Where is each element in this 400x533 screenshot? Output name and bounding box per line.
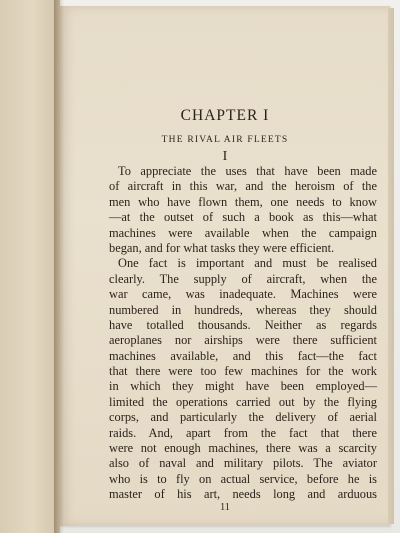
text-line: corps, and particularly the delivery of aerial — [109, 410, 377, 425]
text-line: men who have flown them, one needs to know — [109, 194, 377, 209]
text-line: were not enough machines, there was a scarcity — [109, 441, 377, 456]
text-line: that there were too few machines for the work — [109, 364, 377, 379]
text-line: limited the operations carried out by the flying — [109, 394, 377, 409]
page-number: 11 — [219, 502, 231, 513]
text-line: numbered in hundreds, whereas they should — [109, 302, 377, 317]
page-edge — [388, 8, 394, 524]
body-text — [109, 164, 377, 503]
section-numeral: I — [222, 149, 228, 164]
text-line: machines available, and this fact—the fact — [109, 348, 377, 363]
text-line: have totalled thousands. Neither as regards — [109, 317, 377, 332]
text-line: aeroplanes nor airships were there sufficient — [109, 333, 377, 348]
chapter-subtitle: THE RIVAL AIR FLEETS — [161, 135, 289, 145]
text-line: To appreciate the uses that have been made — [118, 164, 377, 178]
text-line: in which they might have been employed— — [109, 379, 377, 394]
text-line: of aircraft in this war, and the heroism of the — [109, 179, 377, 194]
chapter-heading: CHAPTER I — [180, 107, 270, 124]
text-line: One fact is important and must be realised — [118, 256, 377, 271]
text-line: clearly. The supply of aircraft, when the — [109, 271, 377, 286]
text-line: war came, was inadequate. Machines were — [109, 287, 377, 302]
text-line: raids. And, apart from the fact that there — [109, 425, 377, 440]
left-page — [0, 0, 60, 533]
text-line: master of his art, needs long and arduous — [109, 487, 377, 502]
text-line: began, and for what tasks they were efficient. — [109, 240, 335, 255]
text-line: who is to fly on actual service, before he is — [109, 471, 377, 486]
text-line: also of naval and military pilots. The aviator — [109, 456, 377, 471]
text-line: —at the outset of such a book as this—what — [109, 210, 377, 225]
text-line: machines were available when the campaign — [109, 225, 377, 240]
book-gutter — [54, 0, 64, 533]
